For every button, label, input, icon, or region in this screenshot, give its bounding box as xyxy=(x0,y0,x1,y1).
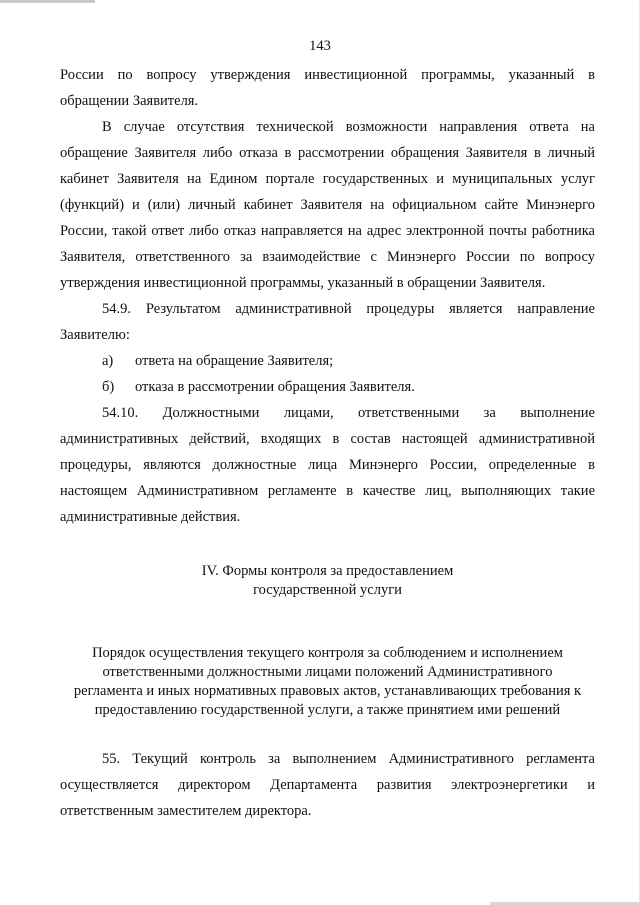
subsection-title-line: ответственными должностными лицами положений Административного xyxy=(102,664,553,680)
paragraph-55: 55. Текущий контроль за выполнением Административного регламента осуществляется директором Департамента развития электроэнергетики и ответственным заместителем директора. xyxy=(60,751,595,819)
page-number: 143 xyxy=(309,38,331,54)
subsection-title-line: регламента и иных нормативных правовых актов, устанавливающих требования к xyxy=(73,683,582,699)
scan-edge-mark-top xyxy=(0,0,95,3)
list-item xyxy=(60,374,595,400)
section-title xyxy=(60,562,595,600)
subsection-title-line: Порядок осуществления текущего контроля за соблюдением и исполнением xyxy=(92,645,563,661)
list-item-text: ответа на обращение Заявителя; xyxy=(135,353,334,369)
list-item-text: отказа в рассмотрении обращения Заявителя. xyxy=(135,379,415,395)
document-body xyxy=(60,62,595,824)
section-title-line: IV. Формы контроля за предоставлением xyxy=(201,563,454,579)
list-marker: а) xyxy=(102,353,114,369)
list-marker: б) xyxy=(102,379,115,395)
paragraph-54-9: 54.9. Результатом административной процедуры является направление Заявителю: xyxy=(60,301,595,343)
paragraph-no-technical-possibility: В случае отсутствия технической возможности направления ответа на обращение Заявителя либо отказа в рассмотрении обращения Заявителя в личный кабинет Заявителя на Едином портале государственных и муниципальных услуг (функций) и (или) личный кабинет Заявителя на официальном сайте Минэнерго России, такой ответ либо отказ направляется на адрес электронной почты работника Заявителя, ответственного за взаимодействие с Минэнерго России по вопросу утверждения инвестиционной программы, указанный в обращении Заявителя. xyxy=(60,119,595,291)
list-item xyxy=(60,348,595,374)
paragraph-54-10: 54.10. Должностными лицами, ответственными за выполнение административных действий, входящих в состав настоящей административной процедуры, являются должностные лица Минэнерго России, определенные в настоящем Административном регламенте в качестве лиц, выполняющих такие административные действия. xyxy=(60,405,595,525)
section-title-line: государственной услуги xyxy=(253,582,402,598)
subsection-title xyxy=(60,644,595,720)
paragraph-continuation: России по вопросу утверждения инвестиционной программы, указанный в обращении Заявителя. xyxy=(60,67,595,109)
subsection-title-line: предоставлению государственной услуги, а также принятием ими решений xyxy=(94,702,561,718)
